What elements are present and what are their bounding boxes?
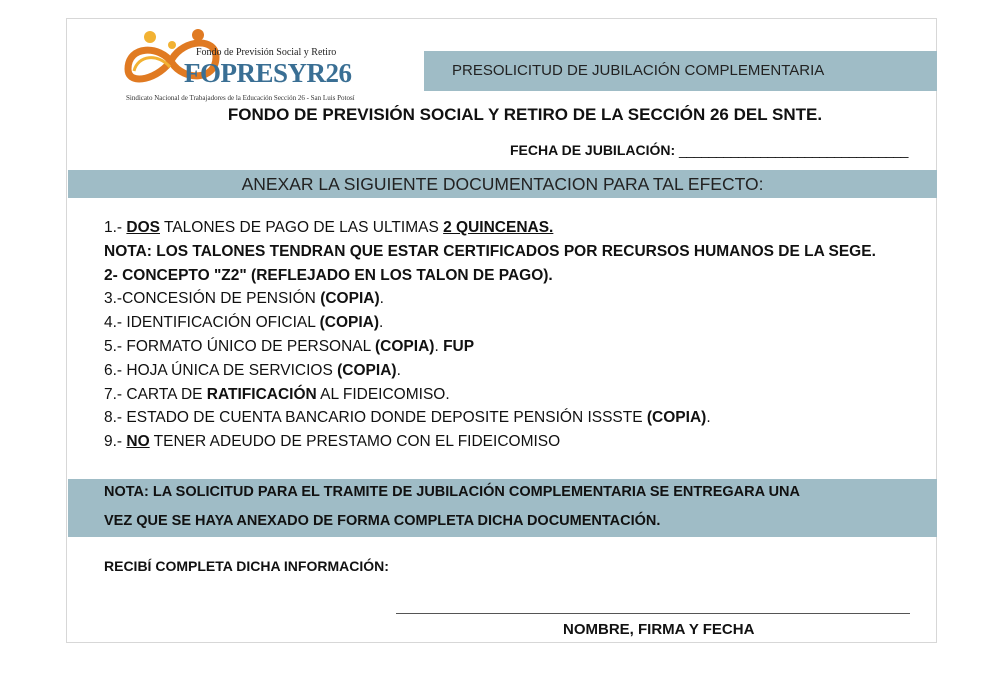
item-text: 6.- HOJA ÚNICA DE SERVICIOS	[104, 361, 338, 379]
note-line-1: NOTA: LA SOLICITUD PARA EL TRAMITE DE JUBILACIÓN COMPLEMENTARIA SE ENTREGARA UNA	[104, 484, 800, 500]
item-emphasis: 2 QUINCENAS.	[443, 219, 554, 236]
item-text: TALONES DE PAGO DE LAS ULTIMAS	[160, 219, 444, 236]
document-title: FONDO DE PREVISIÓN SOCIAL Y RETIRO DE LA SECCIÓN 26 DEL SNTE.	[227, 105, 823, 124]
item-emphasis: FUP	[443, 337, 475, 355]
list-item: 2- CONCEPTO "Z2" (REFLEJADO EN LOS TALON DE PAGO).	[104, 266, 553, 284]
item-text: 5.- FORMATO ÚNICO DE PERSONAL	[104, 337, 376, 355]
item-text: TENER ADEUDO DE PRESTAMO CON EL FIDEICOMISO	[149, 433, 561, 451]
item-emphasis: (COPIA)	[320, 290, 380, 308]
received-statement: RECIBÍ COMPLETA DICHA INFORMACIÓN:	[104, 558, 389, 574]
section-banner	[68, 170, 937, 198]
logo-top-text: Fondo de Previsión Social y Retiro	[196, 47, 337, 58]
item-emphasis: NO	[126, 433, 150, 451]
list-item	[104, 287, 876, 311]
item-text: 4.- IDENTIFICACIÓN OFICIAL	[104, 314, 320, 332]
fecha-label: FECHA DE JUBILACIÓN:	[510, 142, 676, 158]
list-item	[104, 311, 876, 335]
item-text: 7.- CARTA DE	[104, 385, 207, 403]
list-item	[104, 335, 876, 359]
item-text: 9.-	[104, 433, 127, 451]
note-line-2: VEZ QUE SE HAYA ANEXADO DE FORMA COMPLETA DICHA DOCUMENTACIÓN.	[104, 513, 661, 529]
list-item	[104, 383, 876, 407]
fecha-blank-line: _______________________________	[679, 142, 909, 158]
note-banner	[68, 479, 937, 537]
logo-sub-text: Sindicato Nacional de Trabajadores de la Educación Sección 26 - San Luis Potosí	[126, 94, 355, 102]
item-text: 8.- ESTADO DE CUENTA BANCARIO DONDE DEPOSITE PENSIÓN ISSSTE	[104, 409, 647, 427]
item-text: AL FIDEICOMISO.	[316, 385, 450, 403]
item-text: 1.-	[104, 219, 127, 236]
item-text: 3.-CONCESIÓN DE PENSIÓN	[104, 290, 321, 308]
form-type-banner	[424, 51, 937, 91]
item-emphasis: (COPIA)	[319, 314, 380, 332]
item-emphasis: DOS	[126, 219, 160, 236]
signature-line	[396, 613, 910, 614]
item-text: .	[379, 314, 384, 332]
item-text: .	[434, 337, 444, 355]
item-emphasis: (COPIA)	[646, 409, 707, 427]
retirement-date-field	[510, 142, 908, 158]
list-item	[104, 430, 876, 454]
list-item	[104, 359, 876, 383]
list-item	[104, 216, 876, 240]
list-item-note: NOTA: LOS TALONES TENDRAN QUE ESTAR CERTIFICADOS POR RECURSOS HUMANOS DE LA SEGE.	[104, 242, 876, 260]
item-emphasis: (COPIA)	[375, 337, 435, 355]
item-text: .	[706, 409, 711, 427]
logo-name: FOPRESYR26	[184, 58, 352, 88]
item-text: .	[396, 361, 401, 379]
item-emphasis: (COPIA)	[337, 361, 397, 379]
requirements-list	[104, 216, 876, 454]
fopresyr-logo	[120, 25, 380, 105]
item-emphasis: RATIFICACIÓN	[206, 385, 317, 403]
list-item	[104, 406, 876, 430]
item-text: .	[379, 290, 384, 308]
signature-label: NOMBRE, FIRMA Y FECHA	[563, 621, 755, 638]
banner-text: PRESOLICITUD DE JUBILACIÓN COMPLEMENTARIA	[452, 62, 825, 79]
section-heading: ANEXAR LA SIGUIENTE DOCUMENTACION PARA TAL EFECTO:	[241, 174, 764, 194]
